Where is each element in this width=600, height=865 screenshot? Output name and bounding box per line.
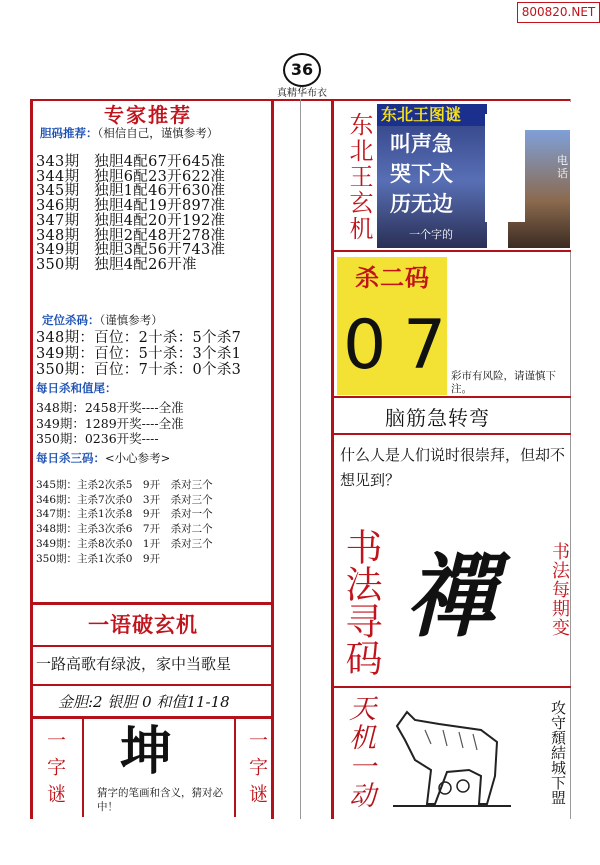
kill-two-digit: 7	[403, 306, 447, 385]
brain-mid-line	[331, 433, 571, 435]
wolf-body	[397, 712, 497, 804]
wolf-fur	[425, 730, 477, 750]
daily-kill-three-label: 每日杀三码：	[36, 451, 105, 465]
risk-note: 彩市有风险，请谨慎下注。	[451, 370, 556, 395]
brain-top-line	[331, 396, 571, 398]
expert-row: 347期 独胆4配20开192准	[36, 212, 226, 229]
expert-row: 350期 独胆4配26开准	[36, 256, 197, 273]
dongbei-picture	[375, 102, 572, 250]
dongbei-poem-line: 叫声急	[390, 131, 453, 156]
riddle-top-line	[30, 602, 274, 605]
tianji-top-line	[331, 686, 571, 688]
daily-kill-sum-row: 349期：1289开奖----全准	[36, 415, 184, 431]
left-border	[30, 99, 33, 819]
dongbei-banner: 东北王图谜	[381, 105, 462, 124]
expert-row: 343期 独胆4配67开645准	[36, 154, 226, 170]
twin-child-right	[457, 780, 469, 792]
riddle-title: 一语破玄机	[88, 612, 198, 637]
expert-row: 348期 独胆2配48开278准	[36, 227, 226, 244]
tianji-poem: 攻守頹結城下盟	[549, 700, 567, 805]
expert-row: 346期 独胆4配19开897准	[36, 198, 226, 215]
brain-title: 脑筋急转弯	[385, 406, 490, 430]
expert-row: 349期 独胆3配56开743准	[36, 242, 226, 259]
position-kill-row: 350期：百位：7十杀：0个杀3	[36, 362, 242, 378]
char-riddle-character: 坤	[120, 721, 173, 782]
header-logo-text: 36	[290, 60, 314, 79]
daily-kill-sum-label: 每日杀和值尾：	[36, 381, 117, 395]
dongbei-poem-line: 历无边	[390, 191, 453, 216]
daily-kill-three-row: 350期：主杀1次杀0 9开	[36, 552, 161, 565]
calligraphy-character: 禪	[405, 544, 495, 650]
dongbei-poem	[390, 129, 453, 219]
daily-kill-sum-row: 350期：0236开奖----	[36, 431, 159, 447]
daily-kill-sum-row: 348期：2458开奖----全准	[36, 400, 184, 415]
riddle-mid-line	[30, 645, 274, 647]
position-kill-row: 348期：百位：2十杀：5个杀7	[36, 330, 242, 346]
riddle-line: 一路高歌有绿波，家中当歌星	[36, 655, 232, 673]
dongbei-phone-label: 电话	[557, 154, 568, 180]
left-column-divider	[271, 99, 274, 819]
dongbei-poem-footer: 一个字的	[409, 228, 453, 241]
kill-two-digit: 0	[343, 306, 387, 385]
position-kill-note: （谨慎参考）	[99, 313, 163, 327]
daily-kill-three-row: 346期：主杀7次杀0 3开 杀对三个	[36, 493, 213, 506]
brain-question: 什么人是人们说时很崇拜，但却不想见到？	[340, 446, 566, 489]
daily-kill-sum-list	[36, 400, 184, 447]
expert-subtitle-note: （相信自己，谨慎参考）	[97, 126, 219, 140]
dongbei-white-block	[485, 114, 525, 222]
daily-kill-three-header	[36, 451, 170, 467]
expert-title: 专家推荐	[104, 103, 192, 127]
expert-row: 344期 独胆6配23开622准	[36, 168, 226, 185]
position-kill-row: 349期：百位：5十杀：3个杀1	[36, 346, 242, 362]
site-badge	[517, 2, 600, 23]
header-logo	[283, 53, 321, 87]
char-riddle-left-label: 一字谜	[44, 730, 66, 811]
daily-kill-three-row: 348期：主杀3次杀6 7开 杀对二个	[36, 523, 213, 536]
char-riddle-right-label: 一字谜	[246, 730, 268, 811]
expert-row: 345期 独胆1配46开630准	[36, 183, 226, 200]
position-kill-list	[36, 330, 241, 378]
daily-kill-three-row: 345期：主杀2次杀5 9开 杀对三个	[36, 479, 213, 491]
expert-subtitle-label: 胆码推荐：	[40, 126, 98, 140]
center-thin-line	[300, 99, 301, 819]
gold-line: 金胆:2 银胆 0 和值11-18	[58, 693, 230, 711]
position-kill-header	[42, 313, 163, 329]
daily-kill-three-row: 349期：主杀8次杀0 1开 杀对三个	[36, 537, 213, 550]
header-subtitle: 真精华布衣	[277, 88, 327, 99]
char-riddle-hint: 猜字的笔画和含义，猜对必中！	[97, 787, 223, 813]
dongbei-bottom-line	[331, 250, 571, 252]
tianji-label: 天机一动	[344, 694, 375, 810]
riddle-bottom-line	[30, 684, 274, 686]
calligraphy-title: 书法寻码	[339, 528, 382, 676]
dongbei-vertical-title: 东北王玄机	[345, 112, 373, 242]
expert-list	[36, 155, 225, 273]
calligraphy-right-label: 书法每期变	[549, 542, 570, 637]
site-badge-text: 800820.NET	[521, 5, 596, 19]
daily-kill-three-note: <小心参考>	[105, 451, 171, 465]
expert-subtitle	[40, 126, 218, 142]
right-column-divider	[331, 99, 334, 819]
wolf-statue-drawing	[385, 700, 517, 810]
position-kill-label: 定位杀码：	[42, 313, 100, 327]
dongbei-poem-line: 哭下犬	[390, 161, 453, 186]
kill-two-title: 杀二码	[355, 263, 430, 292]
daily-kill-three-list	[36, 478, 213, 566]
daily-kill-three-row: 347期：主杀1次杀8 9开 杀对一个	[36, 508, 213, 521]
